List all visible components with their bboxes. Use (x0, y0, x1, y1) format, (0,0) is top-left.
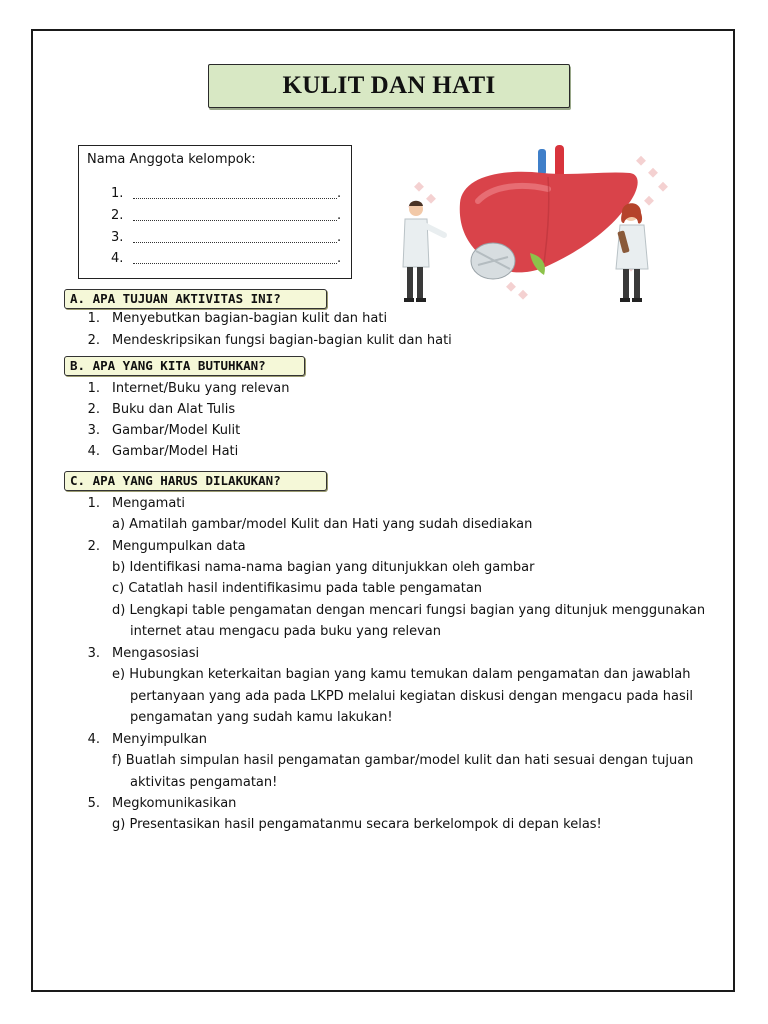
step-instruction: e) Hubungkan keterkaitan bagian yang kamu temukan dalam pengamatan dan jawablah (112, 667, 691, 682)
member-blank-line[interactable] (133, 231, 337, 243)
liver-with-doctors-illustration (398, 143, 678, 308)
step-instruction: a) Amatilah gambar/model Kulit dan Hati yang sudah disediakan (112, 517, 533, 532)
member-blank-line[interactable] (133, 209, 337, 221)
member-row-3: 3. . (111, 230, 342, 245)
doctor-left-icon (403, 201, 444, 302)
step-title: Menyimpulkan (112, 732, 208, 747)
step-instruction: d) Lengkapi table pengamatan dengan mencari fungsi bagian yang ditunjuk menggunakan (112, 603, 706, 618)
member-number: 2. (111, 208, 124, 223)
list-number: 2. (87, 333, 100, 348)
step-instruction-cont: aktivitas pengamatan! (130, 775, 278, 790)
step-instruction-cont: internet atau mengacu pada buku yang relevan (130, 624, 441, 639)
member-number: 4. (111, 251, 124, 266)
step-title: Mengasosiasi (112, 646, 200, 661)
section-a-heading: A. APA TUJUAN AKTIVITAS INI? (64, 289, 327, 309)
list-number: 1. (87, 311, 100, 326)
step-instruction-cont: pengamatan yang sudah kamu lakukan! (130, 710, 393, 725)
step-number: 1. (87, 496, 100, 511)
step-number: 4. (87, 732, 100, 747)
list-item: Buku dan Alat Tulis (112, 402, 236, 417)
member-row-1: 1. . (111, 186, 342, 201)
page-title: KULIT DAN HATI (282, 72, 496, 99)
section-b-heading: B. APA YANG KITA BUTUHKAN? (64, 356, 305, 376)
member-row-4: 4. . (111, 251, 342, 266)
member-number: 1. (111, 186, 124, 201)
vein-icon (538, 149, 546, 175)
list-number: 1. (87, 381, 100, 396)
list-item: Menyebutkan bagian-bagian kulit dan hati (112, 311, 388, 326)
list-item: Gambar/Model Hati (112, 444, 239, 459)
step-instruction-cont: pertanyaan yang ada pada LKPD melalui kegiatan diskusi dengan mengacu pada hasil (130, 689, 693, 704)
member-blank-line[interactable] (133, 252, 337, 264)
list-item: Internet/Buku yang relevan (112, 381, 290, 396)
list-number: 3. (87, 423, 100, 438)
title-box (208, 64, 570, 108)
step-number: 2. (87, 539, 100, 554)
list-item: Gambar/Model Kulit (112, 423, 241, 438)
step-number: 5. (87, 796, 100, 811)
members-heading: Nama Anggota kelompok: (87, 152, 256, 167)
member-number: 3. (111, 230, 124, 245)
members-box (78, 145, 352, 279)
list-number: 4. (87, 444, 100, 459)
step-instruction: g) Presentasikan hasil pengamatanmu secara berkelompok di depan kelas! (112, 817, 602, 832)
step-instruction: f) Buatlah simpulan hasil pengamatan gambar/model kulit dan hati sesuai dengan tujuan (112, 753, 694, 768)
list-item: Mendeskripsikan fungsi bagian-bagian kulit dan hati (112, 333, 452, 348)
section-c-heading: C. APA YANG HARUS DILAKUKAN? (64, 471, 327, 491)
member-blank-line[interactable] (133, 187, 337, 199)
step-number: 3. (87, 646, 100, 661)
step-title: Megkomunikasikan (112, 796, 237, 811)
doctor-right-icon (616, 203, 648, 302)
step-instruction: c) Catatlah hasil indentifikasimu pada table pengamatan (112, 581, 483, 596)
member-row-2: 2. . (111, 208, 342, 223)
step-instruction: b) Identifikasi nama-nama bagian yang ditunjukkan oleh gambar (112, 560, 535, 575)
step-title: Mengumpulkan data (112, 539, 246, 554)
list-number: 2. (87, 402, 100, 417)
step-title: Mengamati (112, 496, 186, 511)
